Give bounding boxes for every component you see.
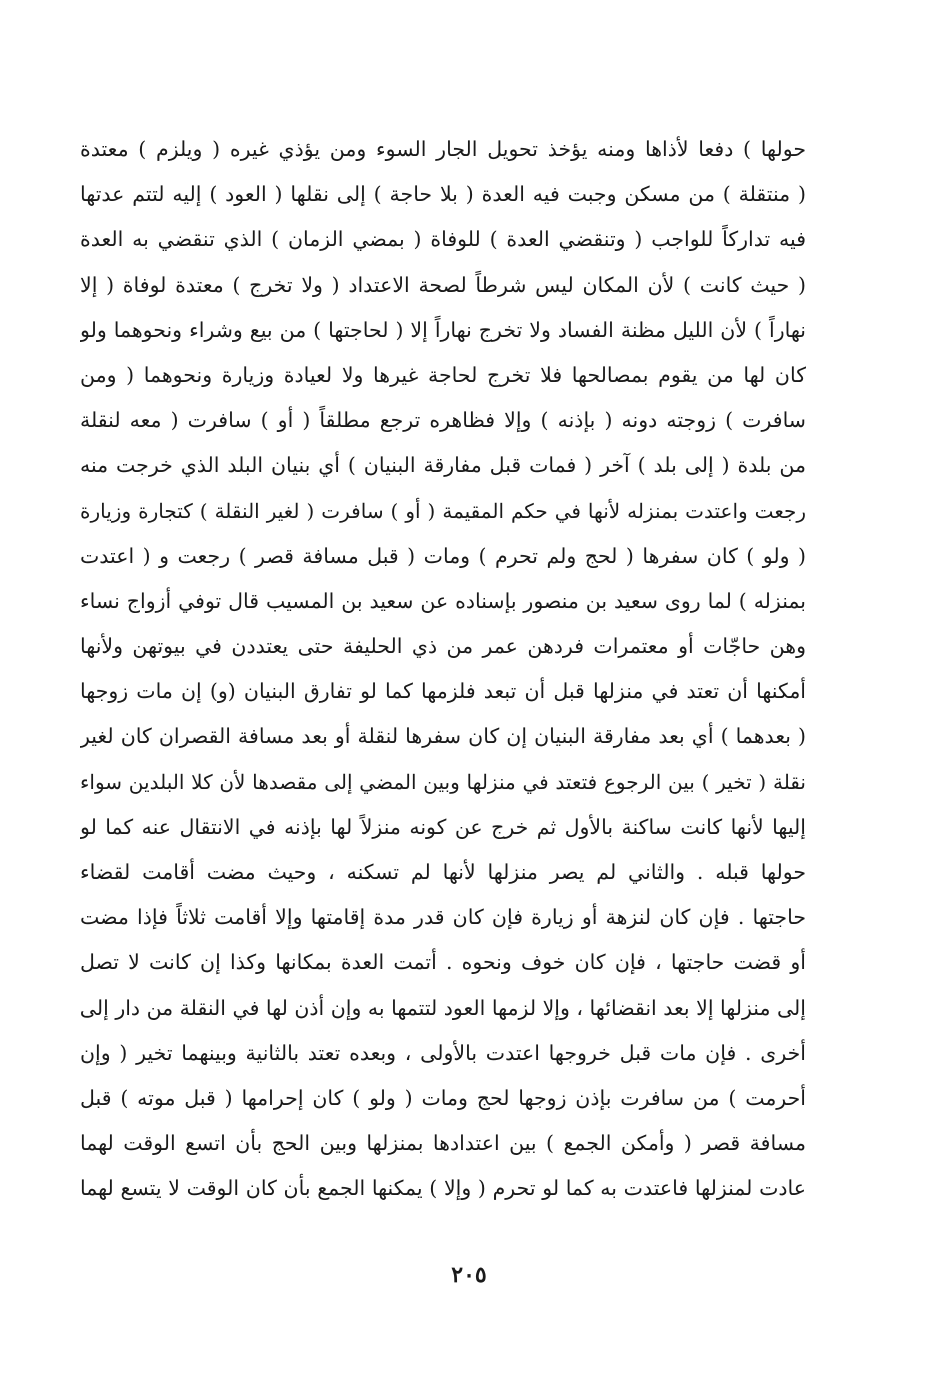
text-line: حولها قبله . والثاني لم يصر منزلها لأنها لم تسكنه ، وحيث مضت أقامت لقضاء	[80, 860, 806, 884]
text-line: ( ولو ) كان سفرها ( لحج ولم تحرم ) ومات ( قبل مسافة قصر ) رجعت و ( اعتدت	[80, 543, 806, 568]
text-line: فيه تداركاً للواجب ( وتنقضي العدة ) للوفاة ( بمضي الزمان ) الذي تنقضي به العدة	[80, 227, 806, 252]
text-line: نهاراً ) لأن الليل مظنة الفساد ولا تخرج نهاراً إلا ( لحاجتها ) من بيع وشراء ونحوهما ولو	[80, 317, 806, 342]
text-line: كان لها من يقوم بمصالحها فلا تخرج لحاجة غيرها ولا لعيادة وزيارة ونحوهما ( ومن	[80, 362, 806, 387]
text-line: عادت لمنزلها فاعتدت به كما لو تحرم ( وإلا ) يمكنها الجمع بأن كان الوقت لا يتسع لهما	[80, 1176, 806, 1201]
text-line: ( بعدهما ) أي بعد مفارقة البنيان إن كان سفرها لنقلة أو بعد مسافة القصران كان لغير	[80, 724, 806, 749]
text-line: مسافة قصر ( وأمكن الجمع ) بين اعتدادها بمنزلها وبين الحج بأن اتسع الوقت لهما	[80, 1131, 806, 1156]
text-line: ( منتقلة ) من مسكن وجبت فيه العدة ( بلا حاجة ) إلى نقلها ( العود ) إليه لتتم عدتها	[80, 182, 806, 207]
text-line: حاجتها . فإن كان لنزهة أو زيارة فإن كان قدر مدة إقامتها وإلا أقامت ثلاثاً فإذا مضت	[80, 905, 806, 930]
body-text	[80, 127, 806, 1212]
text-line: إليها لأنها كانت ساكنة بالأول ثم خرج عن كونه منزلاً لها بإذنه في الانتقال عنه كما لو	[80, 814, 806, 839]
text-line: إلى منزلها إلا بعد انقضائها ، وإلا لزمها العود لتتمها به وإن أذن لها في النقلة من دار إلى	[80, 995, 806, 1020]
text-line: أو قضت حاجتها ، فإن كان خوف ونحوه . أتمت العدة بمكانها وكذا إن كانت لا تصل	[80, 950, 806, 975]
text-line: نقلة ( تخير ) بين الرجوع فتعتد في منزلها وبين المضي إلى مقصدها لأن كلا البلدين سواء	[80, 769, 806, 794]
text-line: من بلدة ( إلى بلد ) آخر ( فمات قبل مفارقة البنيان ) أي بنيان البلد الذي خرجت منه	[80, 453, 806, 478]
text-line: أحرمت ) من سافرت بإذن زوجها لحج ومات ( ولو ) كان إحرامها ( قبل موته ) قبل	[80, 1085, 806, 1110]
text-line: ( حيث كانت ) لأن المكان ليس شرطاً لصحة الاعتداد ( ولا تخرج ) معتدة لوفاة ( إلا	[80, 272, 806, 297]
text-line: رجعت واعتدت بمنزله لأنها في حكم المقيمة ( أو ) سافرت ( لغير النقلة ) كتجارة وزيارة	[80, 498, 806, 523]
text-line: بمنزله ) لما روى سعيد بن منصور بإسناده عن سعيد بن المسيب قال توفي أزواج نساء	[80, 588, 806, 613]
text-line: أمكنها أن تعتد في منزلها قبل أن تبعد فلزمها كما لو تفارق البنيان (و) إن مات زوجها	[80, 679, 806, 704]
text-line: أخرى . فإن مات قبل خروجها اعتدت بالأولى ، وبعده تعتد بالثانية وبينهما تخير ( وإن	[80, 1040, 806, 1065]
page-number: ٢٠٥	[451, 1262, 487, 1288]
text-line: حولها ) دفعا لأذاها ومنه يؤخذ تحويل الجار السوء ومن يؤذي غيره ( ويلزم ) معتدة	[80, 137, 806, 161]
text-line: سافرت ) زوجته دونه ( بإذنه ) وإلا فظاهره ترجع مطلقاً ( أو ) سافرت ( معه لنقلة	[80, 408, 806, 433]
text-line: وهن حاجّات أو معتمرات فردهن عمر من ذي الحليفة حتى يعتددن في بيوتهن ولأنها	[80, 634, 806, 659]
